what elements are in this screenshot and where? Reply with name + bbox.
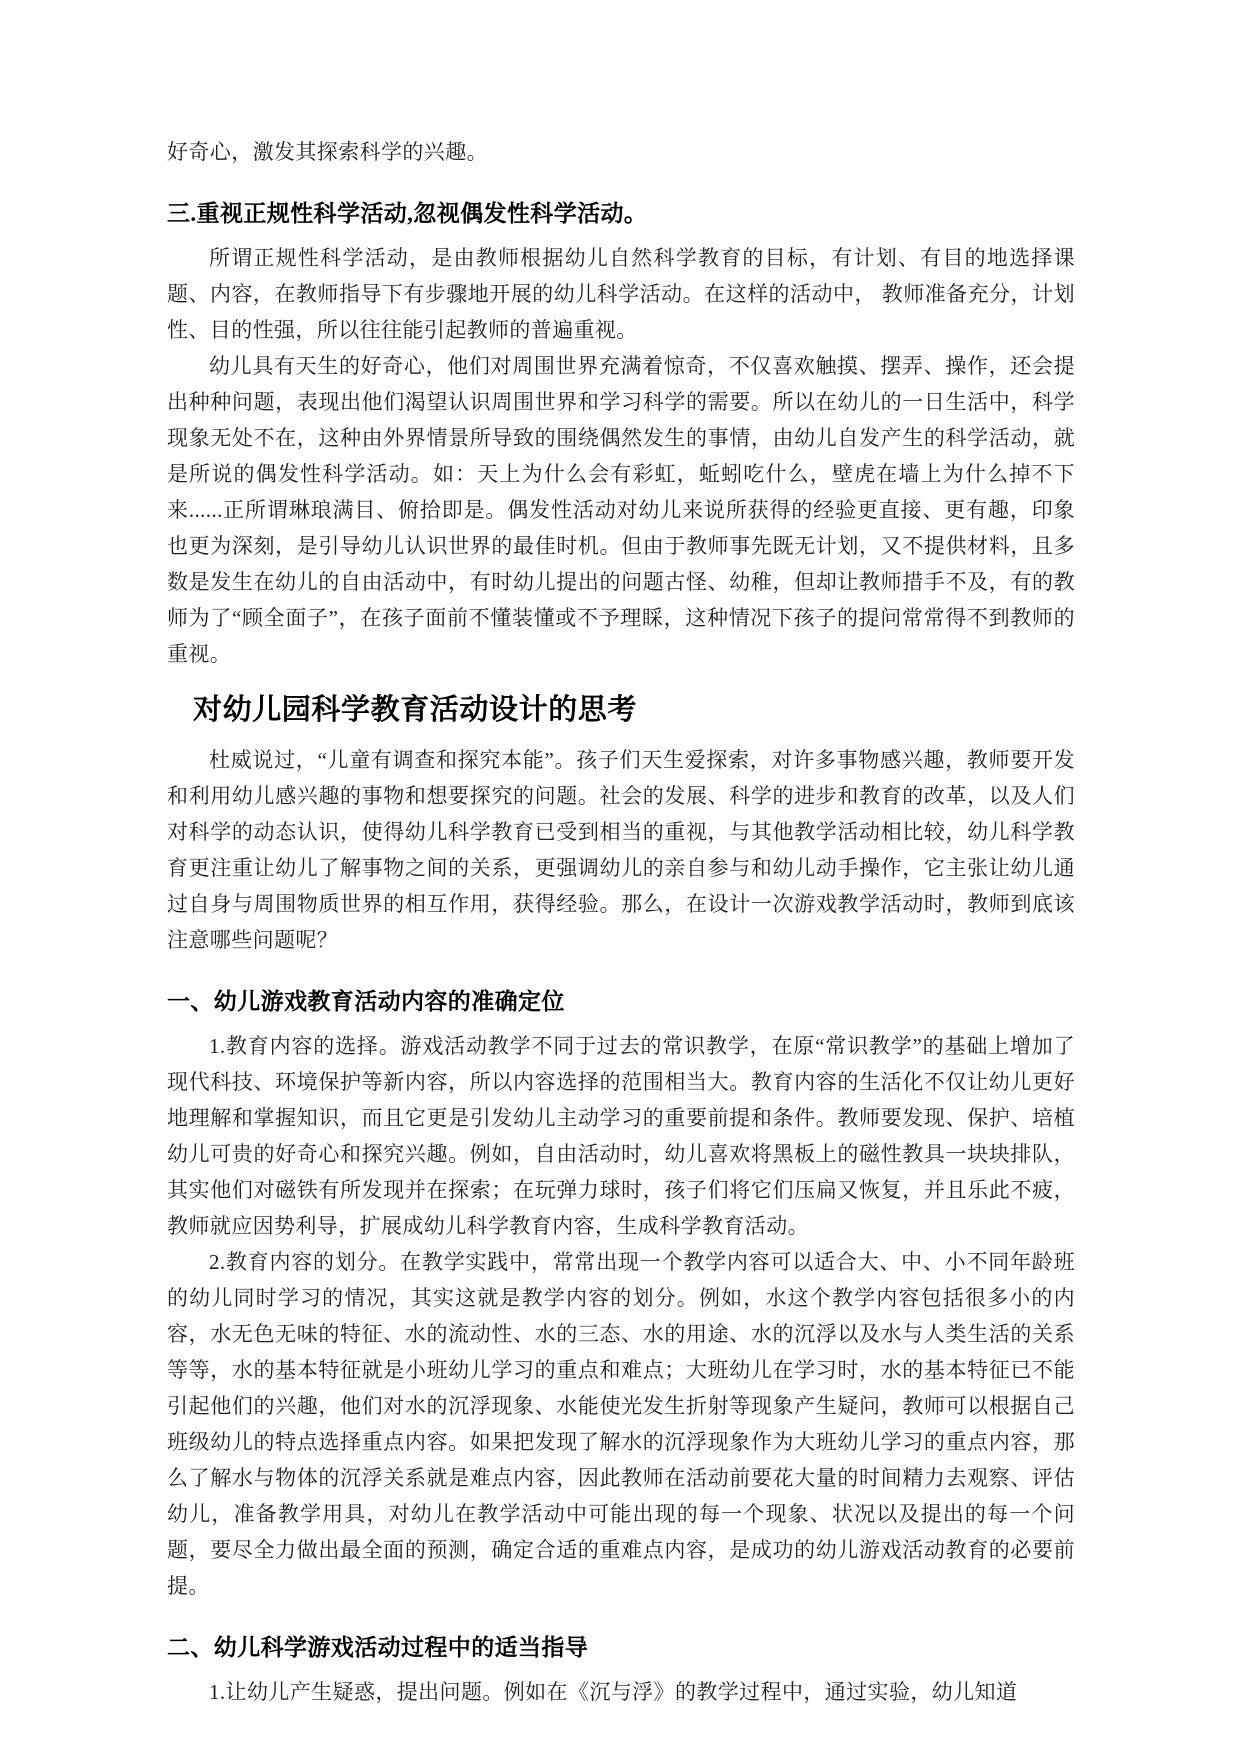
section-three-paragraph-1: 所谓正规性科学活动，是由教师根据幼儿自然科学教育的目标，有计划、有目的地选择课题、内容，在教师指导下有步骤地开展的幼儿科学活动。在这样的活动中， 教师准备充分，计划性、目的性强，所以往往能引起教师的普遍重视。 xyxy=(167,246,1075,342)
section-heading-two: 二、幼儿科学游戏活动过程中的适当指导 xyxy=(167,1635,589,1660)
section-one-paragraph-2: 2.教育内容的划分。在教学实践中，常常出现一个教学内容可以适合大、中、小不同年龄班的幼儿同时学习的情况，其实这就是教学内容的划分。例如，水这个教学内容包括很多小的内容，水无色无味的特征、水的流动性、水的三态、水的用途、水的沉浮以及水与人类生活的关系等等，水的基本特征就是小班幼儿学习的重点和难点；大班幼儿在学习时，水的基本特征已不能引起他们的兴趣，他们对水的沉浮现象、水能使光发生折射等现象产生疑问，教师可以根据自己班级幼儿的特点选择重点内容。如果把发现了解水的沉浮现象作为大班幼儿学习的重点内容，那么了解水与物体的沉浮关系就是难点内容，因此教师在活动前要花大量的时间精力去观察、评估幼儿，准备教学用具，对幼儿在教学活动中可能出现的每一个现象、状况以及提出的每一个问题，要尽全力做出最全面的预测，确定合适的重难点内容，是成功的幼儿游戏活动教育的必要前提。 xyxy=(167,1250,1075,1598)
section-two-paragraph-1: 1.让幼儿产生疑惑，提出问题。例如在《沉与浮》的教学过程中，通过实验，幼儿知道 xyxy=(209,1680,1018,1704)
section-three-paragraph-2: 幼儿具有天生的好奇心，他们对周围世界充满着惊奇，不仅喜欢触摸、摆弄、操作，还会提出种种问题，表现出他们渴望认识周围世界和学习科学的需要。所以在幼儿的一日生活中，科学现象无处不在，这种由外界情景所导致的围绕偶然发生的事情，由幼儿自发产生的科学活动，就是所说的偶发性科学活动。如：天上为什么会有彩虹，蚯蚓吃什么，壁虎在墙上为什么掉不下来......正所谓琳琅满目、俯拾即是。偶发性活动对幼儿来说所获得的经验更直接、更有趣，印象也更为深刻，是引导幼儿认识世界的最佳时机。但由于教师事先既无计划，又不提供材料，且多数是发生在幼儿的自由活动中，有时幼儿提出的问题古怪、幼稚，但却让教师措手不及，有的教师为了“顾全面子”，在孩子面前不懂装懂或不予理睬，这种情况下孩子的提问常常得不到教师的重视。 xyxy=(167,354,1075,666)
section-heading-one: 一、幼儿游戏教育活动内容的准确定位 xyxy=(167,989,565,1014)
title-intro-paragraph: 杜威说过，“儿童有调查和探究本能”。孩子们天生爱探索，对许多事物感兴趣，教师要开发和利用幼儿感兴趣的事物和想要探究的问题。社会的发展、科学的进步和教育的改革，以及人们对科学的动态认识，使得幼儿科学教育已受到相当的重视，与其他教学活动相比较，幼儿科学教育更注重让幼儿了解事物之间的关系，更强调幼儿的亲自参与和幼儿动手操作，它主张让幼儿通过自身与周围物质世界的相互作用，获得经验。那么，在设计一次游戏教学活动时，教师到底该注意哪些问题呢？ xyxy=(167,748,1075,952)
section-heading-three: 三.重视正规性科学活动,忽视偶发性科学活动。 xyxy=(167,201,648,226)
document-main-title: 对幼儿园科学教育活动设计的思考 xyxy=(193,694,638,726)
section-one-paragraph-1: 1.教育内容的选择。游戏活动教学不同于过去的常识教学，在原“常识教学”的基础上增加了现代科技、环境保护等新内容，所以内容选择的范围相当大。教育内容的生活化不仅让幼儿更好地理解和掌握知识，而且它更是引发幼儿主动学习的重要前提和条件。教师要发现、保护、培植幼儿可贵的好奇心和探究兴趣。例如，自由活动时，幼儿喜欢将黑板上的磁性教具一块块排队，其实他们对磁铁有所发现并在探索；在玩弹力球时，孩子们将它们压扁又恢复，并且乐此不疲，教师就应因势利导，扩展成幼儿科学教育内容，生成科学教育活动。 xyxy=(167,1034,1075,1238)
carryover-paragraph-line: 好奇心，激发其探索科学的兴趣。 xyxy=(167,140,488,164)
